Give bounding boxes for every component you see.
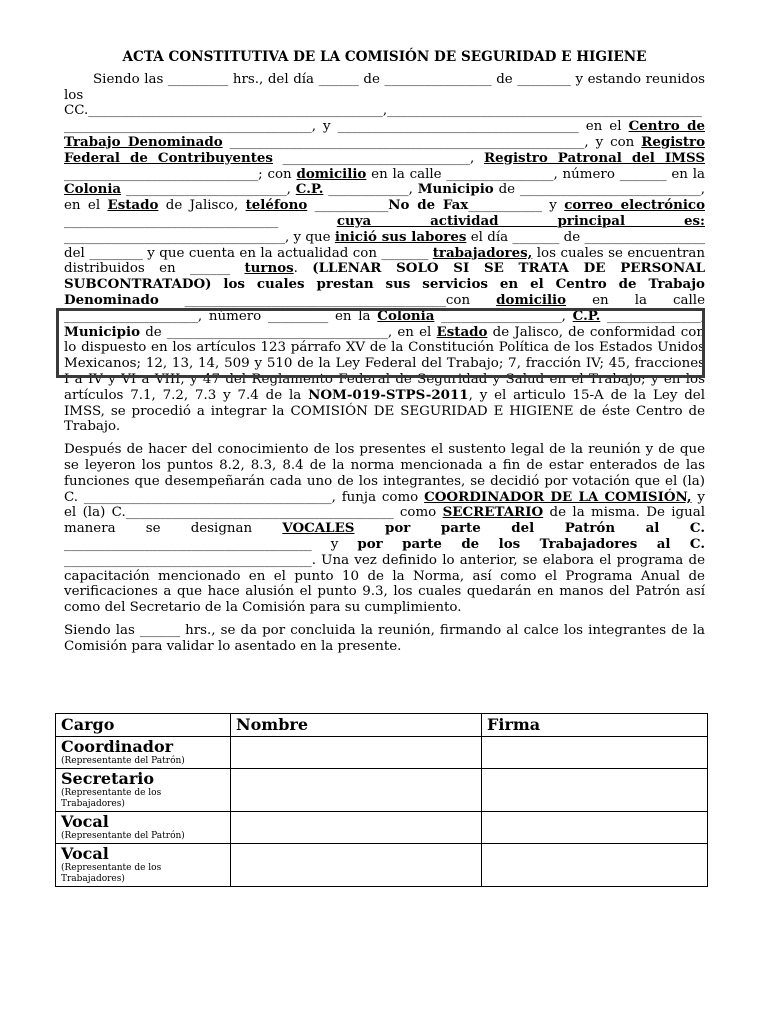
field-label-colonia: Colonia: [377, 307, 435, 324]
text-segment: ________________________________: [64, 213, 337, 229]
cargo-representative: (Representante del Patrón): [61, 756, 185, 766]
text-segment: _______________________________________con: [158, 292, 497, 308]
firma-cell[interactable]: [482, 737, 708, 769]
header-firma: Firma: [482, 714, 708, 737]
field-label-municipio: Municipio: [417, 181, 494, 198]
header-nombre: Nombre: [231, 714, 482, 737]
signature-table: [55, 713, 708, 887]
nombre-cell[interactable]: [231, 844, 482, 887]
header-cargo: Cargo: [56, 714, 231, 737]
text-segment: y el (la) C.________________________________________ como: [64, 489, 705, 521]
document-title: ACTA CONSTITUTIVA DE LA COMISIÓN DE SEGURIDAD E HIGIENE: [122, 49, 647, 65]
text-segment: ____________,: [323, 182, 418, 198]
cargo-representative: (Representante de los Trabajadores): [61, 863, 162, 884]
text-segment: de ___________________________, en el: [64, 182, 705, 214]
text-segment: _____________________________; con: [64, 166, 297, 182]
text-segment: de la misma. De igual manera se designan: [64, 505, 705, 537]
text-segment: _________________________________, y que: [64, 229, 335, 245]
cargo-cell: [56, 844, 231, 887]
text-segment: ___________: [307, 198, 389, 214]
field-label-estado: Estado: [436, 323, 488, 340]
field-label-colonia: Colonia: [64, 181, 122, 198]
text-segment: el día _______ de __________________ del ________ y que cuenta en la actualidad con _______: [64, 229, 705, 261]
table-row: [56, 812, 708, 844]
field-label-estado: Estado: [107, 197, 159, 214]
field-label-cp: C.P.: [295, 181, 324, 198]
firma-cell[interactable]: [482, 844, 708, 887]
text-segment: los cuales se encuentran distribuidos en ______: [64, 245, 705, 277]
field-label-municipio: Municipio: [64, 323, 141, 340]
document-page: [64, 50, 705, 654]
table-header-row: [56, 714, 708, 737]
field-label-actividad: cuya actividad principal es:: [336, 212, 706, 229]
text-segment: .: [293, 261, 313, 277]
text-segment: en la calle ____________________, número _________ en la: [64, 292, 705, 324]
text-segment: en la calle ________________, número _______ en la: [366, 166, 705, 182]
paragraph-designation: [64, 442, 705, 616]
text-segment: Después de hacer del conocimiento de los presentes el sustento legal de la reunión y de que se leyeron los puntos 8.2, 8.3, 8.4 de la norma mencionada a fin de estar enterados de las funciones que desempeñarán cada uno de los integrantes, se decidió por votación que el (la) C. _____________________________________, funja como: [64, 442, 705, 505]
norm-reference: NOM-019-STPS-2011: [308, 386, 469, 403]
table-row: [56, 737, 708, 769]
text-segment: Siendo las _________ hrs., del día ______ de ________________ de ________ y estando reunidos los CC.____________________________________________,_______________________________________________ _____________________________________, y ____________________________________ en el: [64, 71, 705, 135]
paragraph-constitution: [64, 72, 705, 435]
paragraph-closing: Siendo las ______ hrs., se da por concluida la reunión, firmando al calce los integrantes de la Comisión para validar lo asentado en la presente.: [64, 622, 705, 654]
role-coordinador: COORDINADOR DE LA COMISIÓN,: [424, 488, 692, 505]
cargo-title: Coordinador: [61, 737, 174, 756]
cargo-cell: [56, 737, 231, 769]
text-segment: __________________,: [434, 308, 573, 324]
text-segment: _____________________________________. Una vez definido lo anterior, se elabora el programa de capacitación mencionado en el punto 10 de la Norma, así como el Programa Anual de verificaciones a que hace alusión el punto 9.3, los cuales quedarán en manos del Patrón así como del Secretario de la Comisión para su cumplimiento.: [64, 552, 705, 616]
firma-cell[interactable]: [482, 812, 708, 844]
text-segment: ____________________________,: [272, 150, 484, 166]
field-label-trabajadores: trabajadores,: [432, 244, 533, 261]
role-secretario: SECRETARIO: [442, 504, 544, 521]
field-label-domicilio: domicilio: [296, 165, 367, 182]
role-vocal-patron: por parte del Patrón al C.: [354, 520, 706, 537]
subcontract-notice: (LLENAR SOLO SI SE TRATA DE PERSONAL SUBCONTRATADO) los cuales prestan sus servicios en el Centro de Trabajo Denominado: [64, 260, 705, 308]
field-label-turnos: turnos: [244, 260, 294, 277]
firma-cell[interactable]: [482, 769, 708, 812]
text-segment: _____________________________________ y: [64, 536, 358, 552]
field-label-cp: C.P.: [572, 307, 601, 324]
cargo-title: Secretario: [61, 769, 155, 788]
nombre-cell[interactable]: [231, 812, 482, 844]
field-label-domicilio: domicilio: [496, 291, 567, 308]
role-vocales: VOCALES: [282, 520, 355, 537]
text-segment: , y el articulo 15-A de la Ley del IMSS, se procedió a integrar la COMISIÓN DE SEGURIDAD E HIGIENE de éste Centro de Trabajo.: [64, 387, 705, 435]
text-segment: ______________,: [600, 308, 705, 324]
text-segment: _____________________________________________________, y con: [222, 134, 642, 150]
cargo-cell: [56, 769, 231, 812]
field-label-rfc: Registro Federal de Contribuyentes: [64, 133, 706, 166]
field-label-centro-trabajo: Centro de Trabajo Denominado: [64, 118, 705, 150]
table-row: [56, 769, 708, 812]
nombre-cell[interactable]: [231, 769, 482, 812]
field-label-telefono: teléfono: [245, 197, 308, 214]
text-segment: ___________ y: [468, 198, 565, 214]
cargo-title: Vocal: [61, 812, 109, 831]
cargo-cell: [56, 812, 231, 844]
text-segment: ________________________,: [121, 182, 296, 198]
nombre-cell[interactable]: [231, 737, 482, 769]
field-label-correo: correo electrónico: [564, 197, 706, 214]
text-segment: de Jalisco, de conformidad con lo dispuesto en los artículos 123 párrafo XV de la Constitución Política de los Estados Unidos Mexicanos; 12, 13, 14, 509 y 510 de la Ley Federal del Trabajo; 7, fracción IV; 45, fracciones I a IV y VI a VIII, y 47 del Reglamento Federal de Seguridad y Salud en el Trabajo; y en los artículos 7.1, 7.2, 7.3 y 7.4 de la: [64, 324, 705, 403]
text-segment: de Jalisco,: [158, 198, 246, 214]
field-label-registro-patronal: Registro Patronal del IMSS: [483, 149, 706, 166]
text-segment: de _________________________________, en el: [140, 324, 437, 340]
field-label-inicio-labores: inició sus labores: [334, 228, 467, 245]
cargo-representative: (Representante de los Trabajadores): [61, 788, 162, 809]
role-vocal-trabajadores: por parte de los Trabajadores al C.: [357, 535, 705, 552]
cargo-representative: (Representante del Patrón): [61, 831, 185, 841]
table-row: [56, 844, 708, 887]
cargo-title: Vocal: [61, 844, 109, 863]
field-label-fax: No de Fax: [388, 197, 469, 214]
